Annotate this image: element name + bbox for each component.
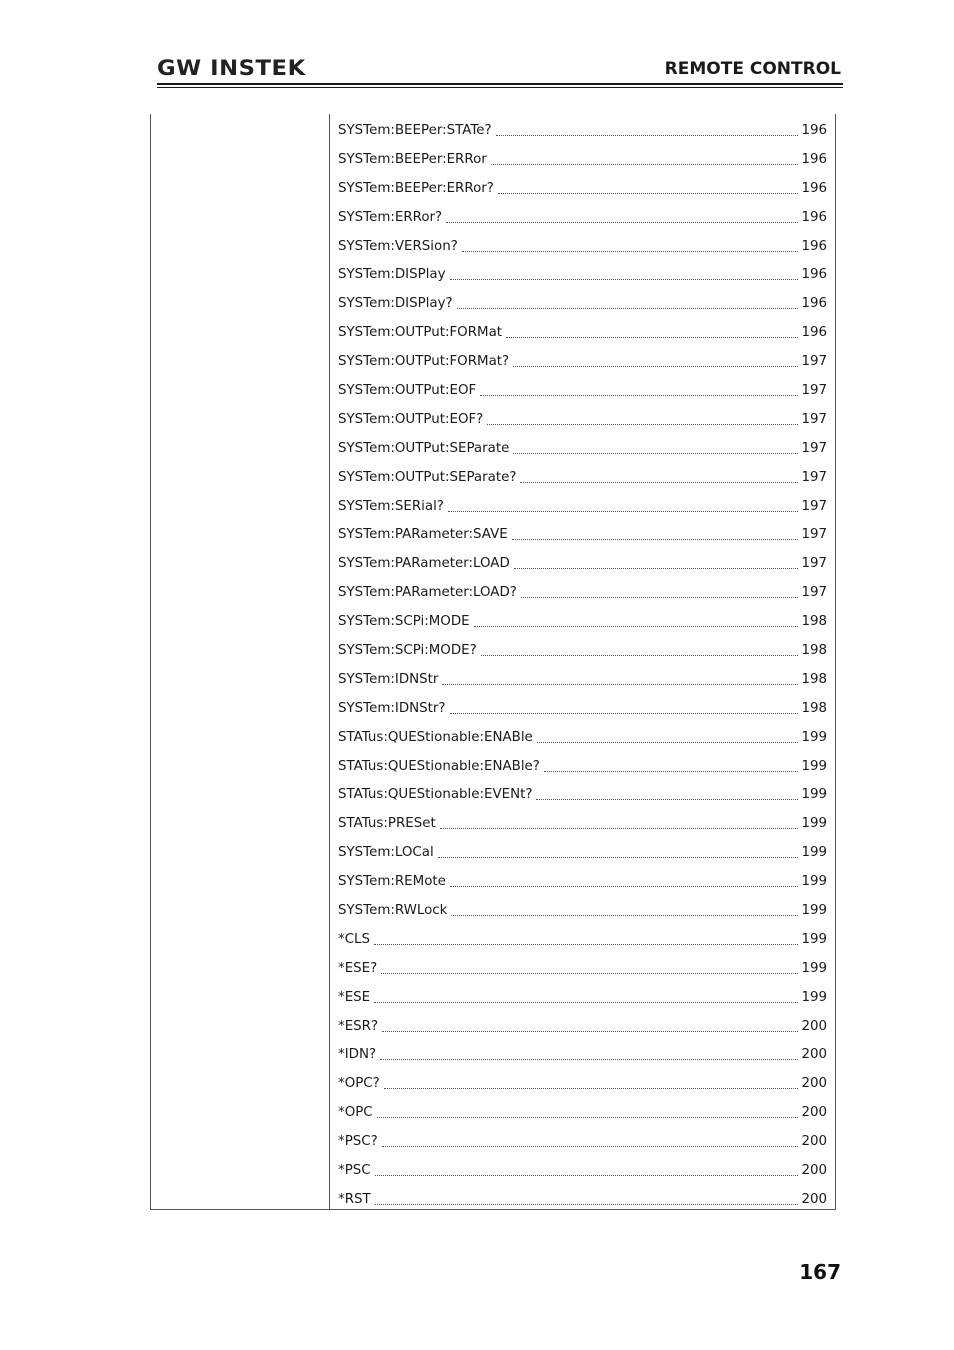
toc-page-number: 199 [801,845,827,861]
dot-leader [521,597,799,598]
toc-page-number: 199 [801,902,827,918]
toc-entry[interactable] [338,1127,827,1156]
toc-page-number: 199 [801,931,827,947]
toc-command: SYSTem:OUTPut:FORMat? [338,354,510,370]
toc-entry[interactable] [338,520,827,549]
toc-command: SYSTem:IDNStr? [338,700,446,716]
toc-page-number: 196 [801,151,827,167]
toc-page-number: 197 [801,382,827,398]
toc-page-number: 197 [801,556,827,572]
command-index-list [338,116,827,1214]
toc-page-number: 196 [801,325,827,341]
toc-entry[interactable] [338,492,827,521]
dot-leader [514,568,799,569]
toc-entry[interactable] [338,694,827,723]
dot-leader [377,1117,799,1118]
toc-page-number: 196 [801,209,827,225]
toc-page-number: 200 [801,1134,827,1150]
toc-command: SYSTem:LOCal [338,845,434,861]
toc-command: *OPC? [338,1076,380,1092]
toc-entry[interactable] [338,723,827,752]
toc-entry[interactable] [338,232,827,261]
toc-page-number: 199 [801,787,827,803]
toc-command: SYSTem:BEEPer:ERRor [338,151,487,167]
dot-leader [382,1031,798,1032]
toc-page-number: 197 [801,440,827,456]
toc-entry[interactable] [338,434,827,463]
toc-command: SYSTem:OUTPut:EOF? [338,411,484,427]
toc-entry[interactable] [338,1185,827,1214]
toc-page-number: 197 [801,354,827,370]
dot-leader [450,713,799,714]
dot-leader [382,1146,799,1147]
toc-command: SYSTem:PARameter:SAVE [338,527,508,543]
toc-page-number: 200 [801,1191,827,1207]
toc-command: STATus:QUEStionable:ENABle [338,729,533,745]
toc-entry[interactable] [338,983,827,1012]
toc-entry[interactable] [338,1069,827,1098]
toc-page-number: 198 [801,700,827,716]
toc-entry[interactable] [338,954,827,983]
toc-entry[interactable] [338,116,827,145]
toc-page-number: 199 [801,816,827,832]
dot-leader [451,915,798,916]
toc-command: *CLS [338,931,371,947]
toc-page-number: 196 [801,122,827,138]
toc-command: SYSTem:IDNStr [338,671,439,687]
dot-leader [446,222,798,223]
dot-leader [440,828,799,829]
toc-page-number: 200 [801,1105,827,1121]
toc-page-number: 198 [801,642,827,658]
dot-leader [462,251,799,252]
toc-page-number: 198 [801,614,827,630]
toc-command: *ESR? [338,1018,379,1034]
toc-page-number: 199 [801,874,827,890]
toc-entry[interactable] [338,174,827,203]
toc-command: SYSTem:SERial? [338,498,444,514]
toc-entry[interactable] [338,1041,827,1070]
toc-page-number: 197 [801,527,827,543]
dot-leader [374,1002,798,1003]
toc-page-number: 197 [801,469,827,485]
toc-entry[interactable] [338,867,827,896]
toc-page-number: 197 [801,411,827,427]
toc-command: SYSTem:OUTPut:SEParate? [338,469,517,485]
dot-leader [438,857,799,858]
dot-leader [384,1088,799,1089]
toc-page-number: 200 [801,1018,827,1034]
dot-leader [448,511,799,512]
section-title: REMOTE CONTROL [664,59,841,79]
toc-entry[interactable] [338,405,827,434]
toc-command: *OPC [338,1105,373,1121]
toc-page-number: 199 [801,989,827,1005]
dot-leader [544,771,799,772]
toc-entry[interactable] [338,780,827,809]
dot-leader [481,655,799,656]
dot-leader [496,135,799,136]
dot-leader [512,539,799,540]
dot-leader [374,944,798,945]
dot-leader [487,424,798,425]
dot-leader [375,1175,799,1176]
dot-leader [506,337,798,338]
dot-leader [537,742,799,743]
column-divider [329,114,330,1210]
toc-entry[interactable] [338,578,827,607]
toc-command: SYSTem:PARameter:LOAD? [338,585,517,601]
dot-leader [491,164,799,165]
toc-command: SYSTem:BEEPer:STATe? [338,122,492,138]
toc-entry[interactable] [338,896,827,925]
dot-leader [450,886,799,887]
toc-page-number: 199 [801,729,827,745]
toc-page-number: 196 [801,238,827,254]
toc-entry[interactable] [338,260,827,289]
toc-command: SYSTem:OUTPut:SEParate [338,440,510,456]
toc-command: *PSC [338,1163,371,1178]
toc-command: *RST [338,1191,371,1207]
dot-leader [380,1059,798,1060]
toc-page-number: 200 [801,1047,827,1063]
dot-leader [474,626,799,627]
dot-leader [536,799,798,800]
toc-command: *PSC? [338,1134,378,1150]
toc-command: SYSTem:DISPlay? [338,296,453,312]
header-rule-thin [157,87,843,88]
dot-leader [480,395,798,396]
toc-command: SYSTem:REMote [338,874,446,890]
toc-entry[interactable] [338,607,827,636]
brand-logo: GW INSTEK [157,56,306,80]
dot-leader [375,1204,799,1205]
toc-page-number: 200 [801,1163,827,1178]
toc-entry[interactable] [338,752,827,781]
toc-entry[interactable] [338,665,827,694]
dot-leader [513,453,798,454]
toc-page-number: 196 [801,296,827,312]
toc-entry[interactable] [338,809,827,838]
toc-page-number: 197 [801,498,827,514]
toc-page-number: 197 [801,585,827,601]
toc-command: SYSTem:ERRor? [338,209,443,225]
dot-leader [381,973,798,974]
toc-entry[interactable] [338,549,827,578]
toc-page-number: 198 [801,671,827,687]
toc-command: SYSTem:DISPlay [338,267,446,283]
toc-command: *ESE [338,989,371,1005]
toc-command: SYSTem:RWLock [338,902,448,918]
toc-entry[interactable] [338,289,827,318]
toc-command: SYSTem:PARameter:LOAD [338,556,510,572]
toc-command: SYSTem:OUTPut:EOF [338,382,477,398]
toc-entry[interactable] [338,347,827,376]
toc-command: STATus:PRESet [338,816,436,832]
toc-entry[interactable] [338,318,827,347]
dot-leader [513,366,798,367]
toc-command: SYSTem:VERSion? [338,238,458,254]
toc-command: SYSTem:OUTPut:FORMat [338,325,503,341]
toc-command: SYSTem:SCPi:MODE? [338,642,477,658]
toc-entry[interactable] [338,463,827,492]
page-header [157,56,843,90]
toc-page-number: 200 [801,1076,827,1092]
toc-entry[interactable] [338,145,827,174]
toc-entry[interactable] [338,1012,827,1041]
toc-entry[interactable] [338,1098,827,1127]
dot-leader [457,308,799,309]
page-number: 167 [799,1260,841,1284]
toc-entry[interactable] [338,1156,827,1185]
dot-leader [498,193,799,194]
toc-page-number: 199 [801,758,827,774]
toc-page-number: 196 [801,267,827,283]
toc-command: STATus:QUEStionable:ENABle? [338,758,540,774]
toc-page-number: 199 [801,960,827,976]
toc-command: SYSTem:SCPi:MODE [338,614,470,630]
toc-entry[interactable] [338,925,827,954]
toc-command: STATus:QUEStionable:EVENt? [338,787,533,803]
dot-leader [520,482,798,483]
toc-entry[interactable] [338,636,827,665]
dot-leader [442,684,798,685]
toc-entry[interactable] [338,376,827,405]
dot-leader [450,279,799,280]
toc-command: SYSTem:BEEPer:ERRor? [338,180,494,196]
header-rule [157,83,843,85]
toc-entry[interactable] [338,203,827,232]
toc-command: *IDN? [338,1047,377,1063]
toc-command: *ESE? [338,960,378,976]
toc-page-number: 196 [801,180,827,196]
toc-entry[interactable] [338,838,827,867]
